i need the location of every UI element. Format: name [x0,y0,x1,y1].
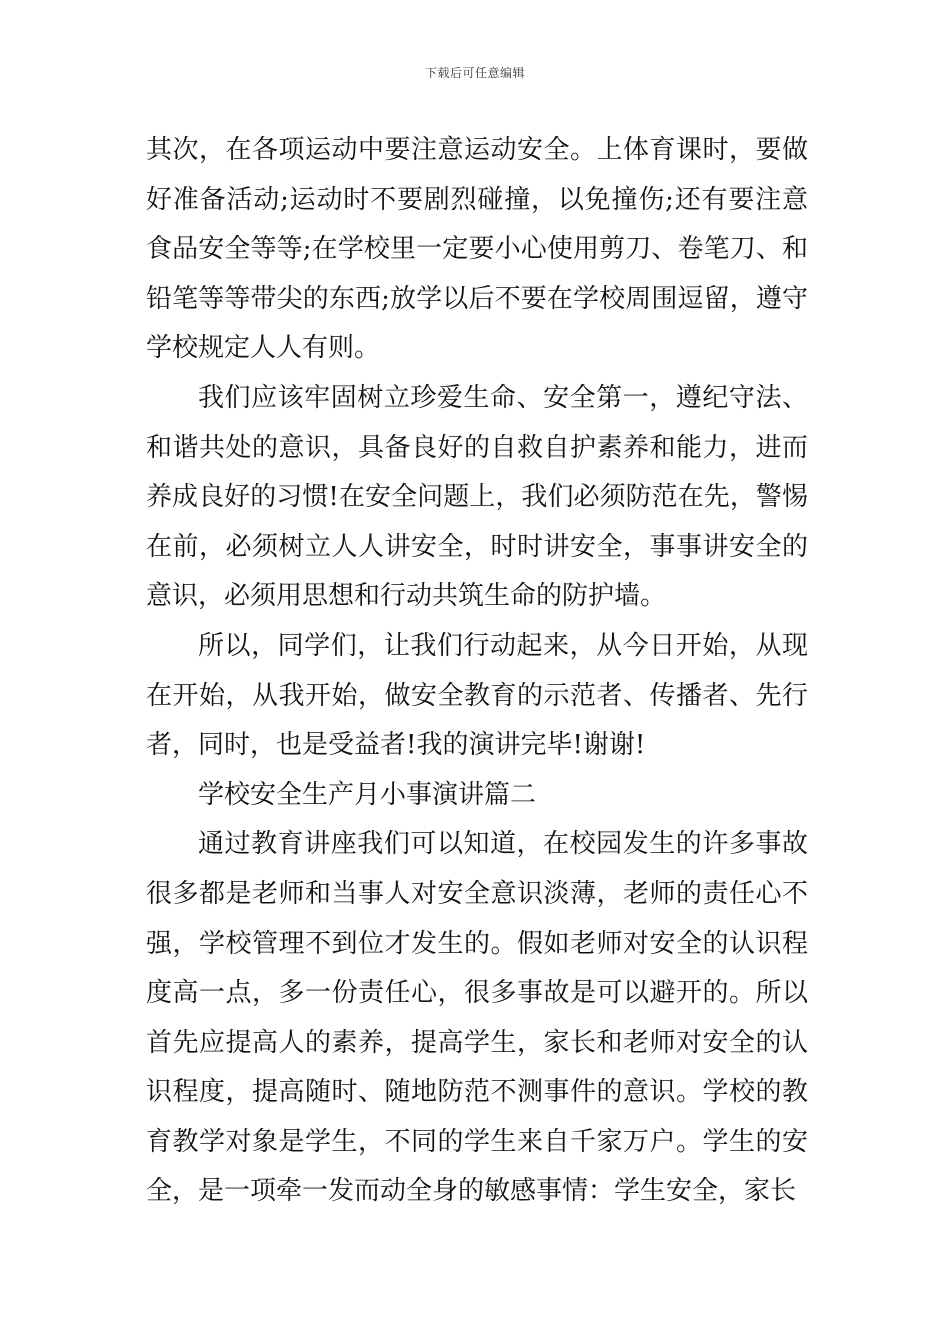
paragraph-education-lecture: 通过教育讲座我们可以知道，在校园发生的许多事故很多都是老师和当事人对安全意识淡薄，老师的责任心不强，学校管理不到位才发生的。假如老师对安全的认识程度高一点，多一份责任心，很多事故是可以避开的。所以首先应提高人的素养，提高学生，家长和老师对安全的认识程度，提高随时、随地防范不测事件的意识。学校的教育教学对象是学生，不同的学生来自千家万户。学生的安全，是一项牵一发而动全身的敏感事情：学生安全，家长 [146,829,808,1207]
paragraph-sports-safety: 其次，在各项运动中要注意运动安全。上体育课时，要做好准备活动;运动时不要剧烈碰撞，以免撞伤;还有要注意食品安全等等;在学校里一定要小心使用剪刀、卷笔刀、和铅笔等等带尖的东西;放学以后不要在学校周围逗留，遵守学校规定人人有则。 [146,135,808,364]
page-header: 下载后可任意编辑 [424,66,525,80]
paragraph-call-to-action: 所以，同学们，让我们行动起来，从今日开始，从现在开始，从我开始，做安全教育的示范者、传播者、先行者，同时，也是受益者!我的演讲完毕!谢谢! [146,630,808,761]
document-body [146,126,808,1217]
paragraph-safety-awareness: 我们应该牢固树立珍爱生命、安全第一，遵纪守法、和谐共处的意识，具备良好的自救自护素养和能力，进而养成良好的习惯!在安全问题上，我们必须防范在先，警惕在前，必须树立人人讲安全，时时讲安全，事事讲安全的意识，必须用思想和行动共筑生命的防护墙。 [146,382,808,612]
section-heading: 学校安全生产月小事演讲篇二 [198,779,537,810]
